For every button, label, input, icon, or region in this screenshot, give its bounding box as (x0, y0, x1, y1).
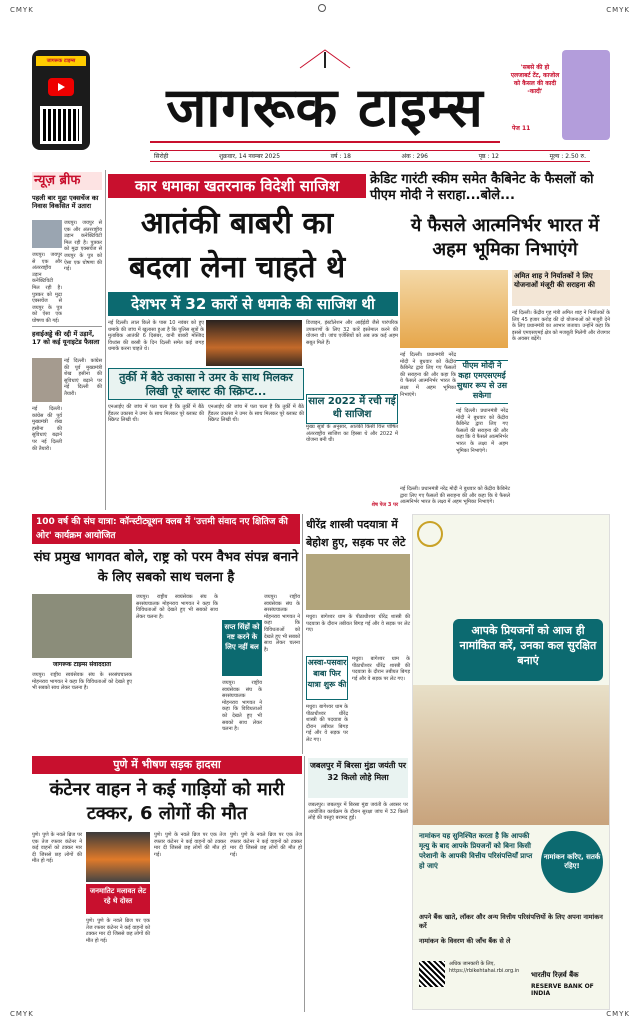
amit-body: नई दिल्ली। केंद्रीय गृह मंत्री अमित शाह ने निर्यातकों के लिए 45 हजार करोड़ की दो योजनाओं को मंजूरी देने के लिए प्रधानमंत्री का आभार जताया। उन्होंने कहा कि इससे एमएसएमई क्षेत्र को मजबूती मिलेगी और रोजगार के अवसर बढ़ेंगे। (512, 310, 610, 343)
ad-footer: अधिक जानकारी के लिए, https://rbikehtahai.rbi.org.in (449, 961, 520, 974)
bhagwat-photo (32, 594, 132, 658)
brief-2-body-cont: नई दिल्ली। कांग्रेस की पूर्व मुख्यमंत्री शेख हसीना की सुविधाएं बढ़ाने पर नई दिल्ली की तैयारी। (32, 406, 62, 452)
modi-subhead: ये फैसले आत्मनिर्भर भारत में अहम भूमिका निभाएंगे (410, 215, 600, 260)
rbi-advertisement[interactable] (412, 514, 610, 1010)
dhirendra-body-3: मथुरा। बागेश्वर धाम के पीठाधीश्वर धीरेंद्र शास्त्री की पदयात्रा के दौरान तबीयत बिगड़ गई और वे सड़क पर लेट गए। (306, 704, 348, 743)
brief-1-photo (32, 220, 62, 248)
modi-headline: क्रेडिट गारंटी स्कीम समेत कैबिनेट के फैसलों को पीएम मोदी ने सराहा...बोले... (370, 172, 594, 203)
rbi-emblem-icon (417, 521, 443, 547)
jabalpur-body: जबलपुर। जबलपुर में बिरसा मुंडा जयंती के अवसर पर आयोजित कार्यक्रम के दौरान सुरक्षा जांच में 32 किलो लोहे की वस्तुएं बरामद हुईं। (308, 802, 408, 822)
dhirendra-headline: धीरेंद्र शास्त्री पदयात्रा में बेहोश हुए, सड़क पर लेटे (306, 518, 406, 549)
modi-body-3: नई दिल्ली। प्रधानमंत्री नरेंद्र मोदी ने बुधवार को केंद्रीय कैबिनेट द्वारा लिए गए फैसलों की सराहना की और कहा कि ये फैसले आत्मनिर्भर भारत के लक्ष्य में अहम भूमिका निभाएंगे। (400, 486, 510, 506)
registration-mark-bottom-right: CMYK (606, 1010, 630, 1018)
crop-mark-icon (318, 4, 326, 12)
rss-callout: सप्त सिंहों को नष्ट करने के लिए नहीं बल (222, 620, 262, 676)
dateline-pages: पृष्ठ : 12 (478, 153, 499, 160)
lead-headline: आतंकी बाबरी का बदला लेना चाहते थे (128, 206, 346, 285)
youtube-icon (48, 78, 74, 96)
app-promo[interactable] (32, 50, 90, 150)
ad-bullet-2: नामांकन के विवरण की जाँच बैंक से ले (419, 937, 511, 945)
dhirendra-body-1: मथुरा। बागेश्वर धाम के पीठाधीश्वर धीरेंद्र शास्त्री की पदयात्रा के दौरान तबीयत बिगड़ गई और वे सड़क पर लेट गए। (306, 614, 410, 634)
rss-body-3: जयपुर। राष्ट्रीय स्वयंसेवक संघ के सरसंघचालक मोहनराव भागवत ने कहा कि विविधताओं को देखते हुए भी सबको साथ लेकर चलना है। (264, 594, 300, 653)
lead-body-2: डिजाइन, इंस्टॉलेशन और आईईडी जैसे पारंपरिक उपकरणों के लिए 32 कारें इस्तेमाल करने की योजना थी। जांच एजेंसियों को अब तक कई अहम सबूत मिले हैं। (306, 320, 398, 346)
dhirendra-body-2: मथुरा। बागेश्वर धाम के पीठाधीश्वर धीरेंद्र शास्त्री की पदयात्रा के दौरान तबीयत बिगड़ गई और वे सड़क पर लेट गए। (352, 656, 410, 682)
conspiracy-headline: साल 2022 में रची गई थी साजिश (306, 394, 398, 424)
jabalpur-headline: जबलपुर में बिरसा मुंडा जयंती पर 32 किलो लोहे मिला (310, 761, 407, 782)
dhirendra-callout: अस्वा-पसवार बाबा फिर यात्रा शुरू की (306, 656, 348, 700)
modi-body-2: नई दिल्ली। प्रधानमंत्री नरेंद्र मोदी ने बुधवार को केंद्रीय कैबिनेट द्वारा लिए गए फैसलों की सराहना की और कहा कि ये फैसले आत्मनिर्भर भारत के लक्ष्य में अहम भूमिका निभाएंगे। (456, 408, 508, 454)
registration-mark-left: CMYK (10, 6, 34, 14)
turkey-body-1: एनआईए की जांच में पता चला है कि तुर्की में बैठे हैंडलर उकासा ने उमर के साथ मिलकर पूरे ब्लास्ट की स्क्रिप्ट लिखी थी। (108, 404, 204, 424)
pune-body-1: पुणे। पुणे के नवले ब्रिज पर एक तेज रफ्तार कंटेनर ने कई वाहनों को टक्कर मार दी जिससे छह लोगों की मौत हो गई। (32, 832, 82, 865)
pune-body-4: पुणे। पुणे के नवले ब्रिज पर एक तेज रफ्तार कंटेनर ने कई वाहनों को टक्कर मार दी जिससे छह लोगों की मौत हो गई। (230, 832, 302, 858)
brief-1-body: जयपुर। जयपुर से एक और अंतरराष्ट्रीय उड़ान कनेक्टिविटी मिल रही है। पुत्रकर को मुद्रा एक्सचेंज से जयपुर के पुत्र को ऐसा एक घोषणा की गई। (64, 220, 102, 273)
modi-body-1: नई दिल्ली। प्रधानमंत्री नरेंद्र मोदी ने बुधवार को केंद्रीय कैबिनेट द्वारा लिए गए फैसलों की सराहना की और कहा कि ये फैसले आत्मनिर्भर भारत के लक्ष्य में अहम भूमिका निभाएंगे। (400, 352, 456, 398)
promo-teaser: 'सबसे की हो एलजाबर्ट टेंट, काजोल को कैसल की कादी -कादी' (510, 64, 560, 95)
modi-photo (400, 270, 508, 348)
dateline-date: शुक्रवार, 14 नवम्बर 2025 (218, 153, 281, 160)
brief-2-photo (32, 358, 62, 402)
app-label: जागरूक टाइम्स (36, 56, 86, 66)
rss-banner: 100 वर्ष की संघ यात्रा: कॉन्स्टीट्यूशन क्लब में 'उत्तमी संवाद नए क्षितिज की ओर' कार्यक्रम आयोजित (32, 514, 300, 544)
blast-photo (206, 320, 302, 366)
conspiracy-body: मुख्य सूत्रों के अनुसार, आतंकी किसी वित्त पोषित अंतरराष्ट्रीय साजिश का हिस्सा थे और 2022 में योजना बनी थी। (306, 424, 398, 444)
turkey-headline: तुर्की में बैठे उकासा ने उमर के साथ मिलकर लिखी पूरे ब्लास्ट की स्क्रिप्ट... (119, 371, 293, 398)
amit-headline: अमित शाह ने निर्यातकों ने लिए योजनाओं मंजूरी की सराहना की (514, 272, 595, 289)
lead-subhead: देशभर में 32 कारों से धमाके की साजिश थी (108, 292, 398, 316)
rss-body-1: जयपुर। राष्ट्रीय स्वयंसेवक संघ के सरसंघचालक मोहनराव भागवत ने कहा कि विविधताओं को देखते हुए भी सबको साथ लेकर चलना है। (32, 672, 132, 692)
qr-code-icon[interactable] (40, 106, 82, 144)
brief-1-headline: पहली बार मुद्रा एक्सचेंज का निवास विकसित में उतारा (32, 194, 99, 210)
rss-body-4: जयपुर। राष्ट्रीय स्वयंसेवक संघ के सरसंघचालक मोहनराव भागवत ने कहा कि विविधताओं को देखते हुए भी सबको साथ लेकर चलना है। (222, 680, 262, 733)
modi-quote: पीएम मोदी ने कहा एमएसएमई सुधार रूप से उस सकेगा (456, 360, 508, 404)
accident-photo (86, 832, 150, 882)
ad-qr-icon[interactable] (419, 961, 445, 987)
rbi-name-hindi: भारतीय रिज़र्व बैंक (531, 971, 579, 979)
pune-body-3: पुणे। पुणे के नवले ब्रिज पर एक तेज रफ्तार कंटेनर ने कई वाहनों को टक्कर मार दी जिससे छह लोगों की मौत हो गई। (154, 832, 226, 858)
ad-badge: नामांकन करिए, सतर्क रहिए! (541, 831, 603, 893)
dhirendra-photo (306, 554, 410, 610)
brief-1-body-cont: जयपुर। जयपुर से एक और अंतरराष्ट्रीय उड़ान कनेक्टिविटी मिल रही है। पुत्रकर को मुद्रा एक्सचेंज से जयपुर के पुत्र को ऐसा एक घोषणा की गई। (32, 252, 62, 324)
pune-headline: कंटेनर वाहन ने कई गाड़ियों को मारी टक्कर, 6 लोगों की मौत (49, 779, 285, 824)
newspaper-title: जागरूक टाइम्स (166, 76, 484, 139)
pune-callout: जनमातिट मलावत लेट रहे थे दोस्त (86, 884, 150, 914)
ad-headline: आपके प्रियजनों को आज ही नामांकित करें, उनका कल सुरक्षित बनाएं (453, 619, 603, 681)
news-brief-title: न्यूज़ ब्रीफ (32, 172, 102, 190)
dateline (150, 150, 590, 162)
rbi-name-english: RESERVE BANK OF INDIA (531, 983, 594, 997)
celebrity-photo (562, 50, 610, 140)
rss-body-2: जयपुर। राष्ट्रीय स्वयंसेवक संघ के सरसंघचालक मोहनराव भागवत ने कहा कि विविधताओं को देखते हुए भी सबको साथ लेकर चलना है। (136, 594, 218, 620)
ad-bullet-1: अपने बैंक खाते, लॉकर और अन्य वित्तीय परिसंपत्तियों के लिए अपना नामांकन करें (419, 913, 603, 930)
dateline-year: वर्ष : 18 (330, 153, 351, 160)
couple-photo (413, 685, 609, 825)
rss-byline: जागरूक टाइम्स संवाददाता (52, 661, 112, 668)
amit-head-box (512, 270, 610, 306)
continued-note: शेष पेज 3 पर (371, 502, 398, 508)
dateline-price: मूल्य : 2.50 रु. (549, 153, 586, 160)
promo-page: पेज 11 (512, 125, 531, 132)
dateline-issue: अंक : 296 (401, 153, 428, 160)
brief-2-body: नई दिल्ली। कांग्रेस की पूर्व मुख्यमंत्री शेख हसीना की सुविधाएं बढ़ाने पर नई दिल्ली की तैयारी। (64, 358, 102, 397)
registration-mark-right: CMYK (606, 6, 630, 14)
registration-mark-bottom-left: CMYK (10, 1010, 34, 1018)
dateline-city: सिरोही (154, 153, 169, 160)
ad-subtext: नामांकन यह सुनिश्चित करता है कि आपकी मृत्यु के बाद आपके प्रियजनों को बिना किसी परेशानी के आपकी वित्तीय परिसंपत्तियाँ प्राप्त हो जाएं (419, 832, 533, 870)
brief-2-headline: हवाईअड्डे की रद्दी में उड़ानें, 17 को कई यूनाइटेड फैसला (32, 330, 100, 346)
lead-body-1: नई दिल्ली। लाल किले के पास 10 नवंबर को हुए धमाके की जांच में खुलासा हुआ है कि पुलिस सूत्रों के मुताबिक आतंकी 6 दिसंबर, यानी बाबरी मस्जिद विध्वंस की बरसी के दिन दिल्ली समेत कई जगह धमाके करना चाहते थे। (108, 320, 204, 353)
turkey-box (108, 368, 304, 400)
jabalpur-head-box (308, 758, 408, 798)
lead-kicker: कार धमाका खतरनाक विदेशी साजिश (108, 174, 366, 198)
turkey-body-2: एनआईए की जांच में पता चला है कि तुर्की में बैठे हैंडलर उकासा ने उमर के साथ मिलकर पूरे ब्लास्ट की स्क्रिप्ट लिखी थी। (208, 404, 304, 424)
pune-banner: पुणे में भीषण सड़क हादसा (32, 756, 302, 774)
pune-body-2: पुणे। पुणे के नवले ब्रिज पर एक तेज रफ्तार कंटेनर ने कई वाहनों को टक्कर मार दी जिससे छह लोगों की मौत हो गई। (86, 918, 150, 944)
rss-headline: संघ प्रमुख भागवत बोले, राष्ट्र को परम वैभव संपन्न बनाने के लिए सबको साथ चलना है (33, 550, 299, 585)
pen-nib-emblem (150, 48, 500, 70)
